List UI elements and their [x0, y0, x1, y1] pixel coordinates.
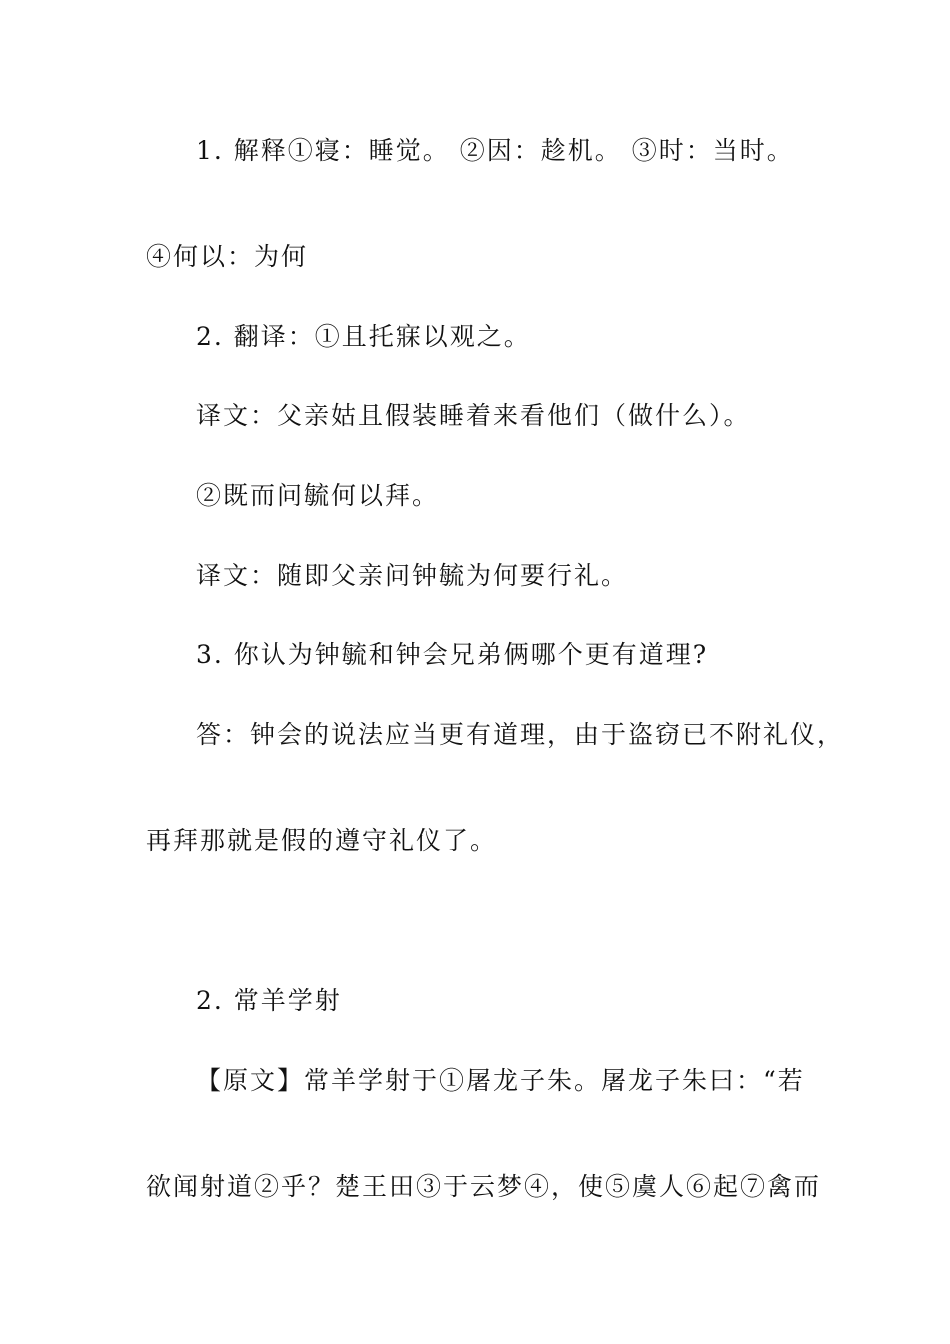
answer-3-cont: 再拜那就是假的遵守礼仪了。: [146, 826, 498, 855]
translation-1: 译文：父亲姑且假装睡着来看他们（做什么）。: [196, 401, 751, 430]
answer-2-translation: 2. 翻译：①且托寐以观之。: [196, 322, 531, 351]
original-text: 【原文】常羊学射于①屠龙子朱。屠龙子朱曰：“若: [196, 1066, 805, 1095]
translation-2: 译文：随即父亲问钟毓为何要行礼。: [196, 561, 629, 590]
question-3: 3. 你认为钟毓和钟会兄弟俩哪个更有道理?: [196, 640, 709, 669]
sentence-2: ②既而问毓何以拜。: [196, 481, 440, 510]
answer-1-explanation-cont: ④何以：为何: [146, 242, 309, 271]
section-title: 2. 常羊学射: [196, 986, 342, 1015]
answer-3: 答：钟会的说法应当更有道理，由于盗窃已不附礼仪，: [196, 720, 845, 749]
answer-1-explanation: 1. 解释①寝：睡觉。 ②因：趁机。 ③时：当时。: [196, 136, 794, 165]
original-text-cont: 欲闻射道②乎？楚王田③于云梦④，使⑤虞人⑥起⑦禽而: [146, 1172, 822, 1201]
